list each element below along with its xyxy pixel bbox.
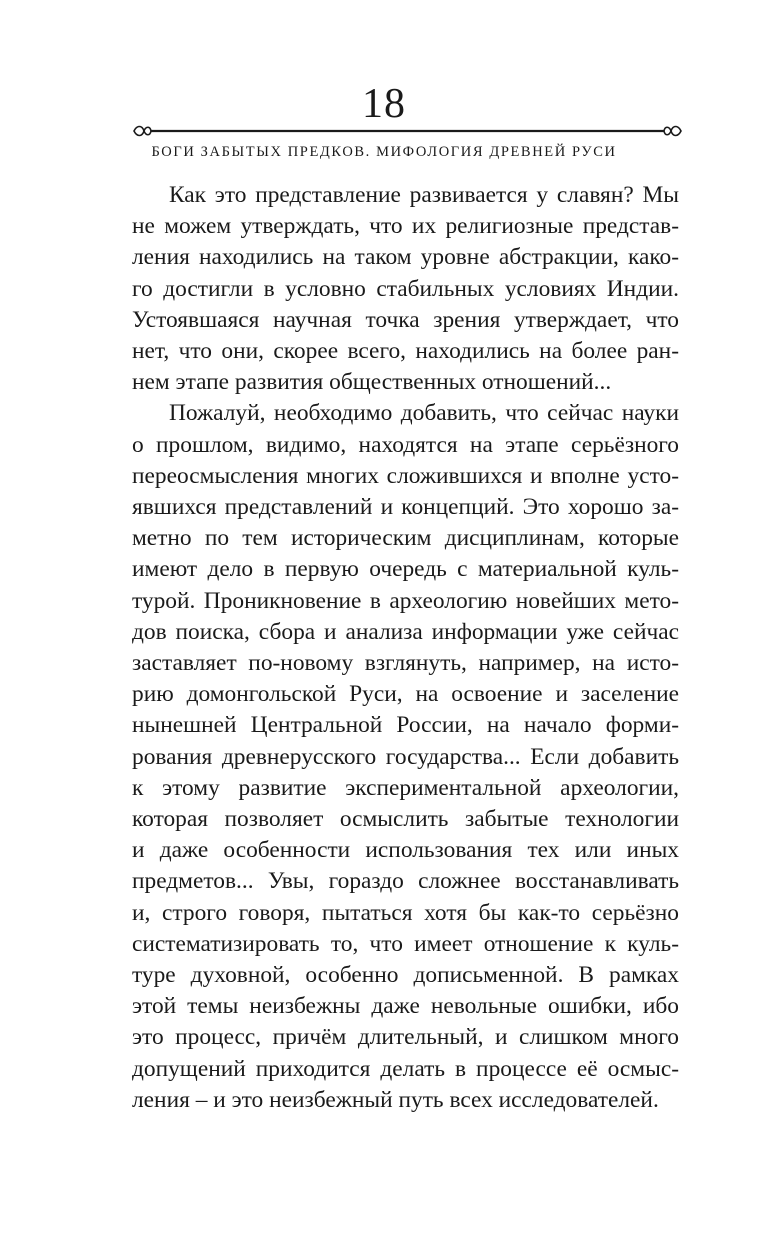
text-line: систематизировать то, что имеет отношение к куль- bbox=[132, 930, 679, 957]
body-text bbox=[132, 180, 679, 1116]
text-line: не можем утверждать, что их религиозные представ- bbox=[132, 213, 679, 240]
text-line: рию домонгольской Руси, на освоение и заселение bbox=[132, 681, 679, 708]
text-line: дов поиска, сбора и анализа информации уже сейчас bbox=[132, 618, 679, 645]
text-line: турой. Проникновение в археологию новейших мето- bbox=[132, 587, 679, 614]
text-line: явшихся представлений и концепций. Это хорошо за- bbox=[132, 494, 679, 521]
page-number: 18 bbox=[362, 81, 406, 127]
text-line: рования древнерусского государства... Если добавить bbox=[132, 743, 679, 770]
text-line: ления находились на таком уровне абстракции, како- bbox=[132, 244, 679, 271]
text-line: ления – и это неизбежный путь всех исследователей. bbox=[132, 1086, 659, 1113]
text-line: Пожалуй, необходимо добавить, что сейчас науки bbox=[169, 400, 679, 427]
text-line: нынешней Центральной России, на начало форми- bbox=[132, 712, 679, 739]
text-line: переосмысления многих сложившихся и вполне усто- bbox=[132, 462, 679, 489]
text-line: метно по тем историческим дисциплинам, которые bbox=[132, 525, 679, 552]
text-line: Устоявшаяся научная точка зрения утверждает, что bbox=[132, 306, 679, 333]
text-line: нем этапе развития общественных отношений... bbox=[132, 369, 612, 396]
text-line: Как это представление развивается у славян? Мы bbox=[169, 182, 679, 208]
text-line: это процесс, причём длительный, и слишком много bbox=[132, 1024, 679, 1051]
text-line: к этому развитие экспериментальной археологии, bbox=[132, 774, 679, 801]
text-line: которая позволяет осмыслить забытые технологии bbox=[132, 806, 679, 833]
text-line: заставляет по-новому взглянуть, например, на исто- bbox=[132, 650, 679, 677]
text-line: и даже особенности использования тех или иных bbox=[132, 837, 679, 864]
text-line: нет, что они, скорее всего, находились на более ран- bbox=[132, 338, 679, 365]
text-line: предметов... Увы, гораздо сложнее восстанавливать bbox=[132, 868, 679, 895]
running-title: БОГИ ЗАБЫТЫХ ПРЕДКОВ. МИФОЛОГИЯ ДРЕВНЕЙ РУСИ bbox=[151, 144, 617, 160]
text-line: имеют дело в первую очередь с материальной куль- bbox=[132, 556, 679, 583]
text-line: го достигли в условно стабильных условиях Индии. bbox=[132, 275, 679, 302]
text-line: о прошлом, видимо, находятся на этапе серьёзного bbox=[132, 431, 679, 458]
text-line: этой темы неизбежны даже невольные ошибки, ибо bbox=[132, 993, 679, 1020]
text-line: допущений приходится делать в процессе её осмыс- bbox=[132, 1055, 679, 1082]
paragraph bbox=[132, 398, 679, 1116]
text-line: туре духовной, особенно дописьменной. В рамках bbox=[132, 962, 679, 989]
text-line: и, строго говоря, пытаться хотя бы как-то серьёзно bbox=[132, 899, 679, 926]
paragraph bbox=[132, 180, 679, 398]
header-ornament-rule bbox=[132, 121, 683, 141]
